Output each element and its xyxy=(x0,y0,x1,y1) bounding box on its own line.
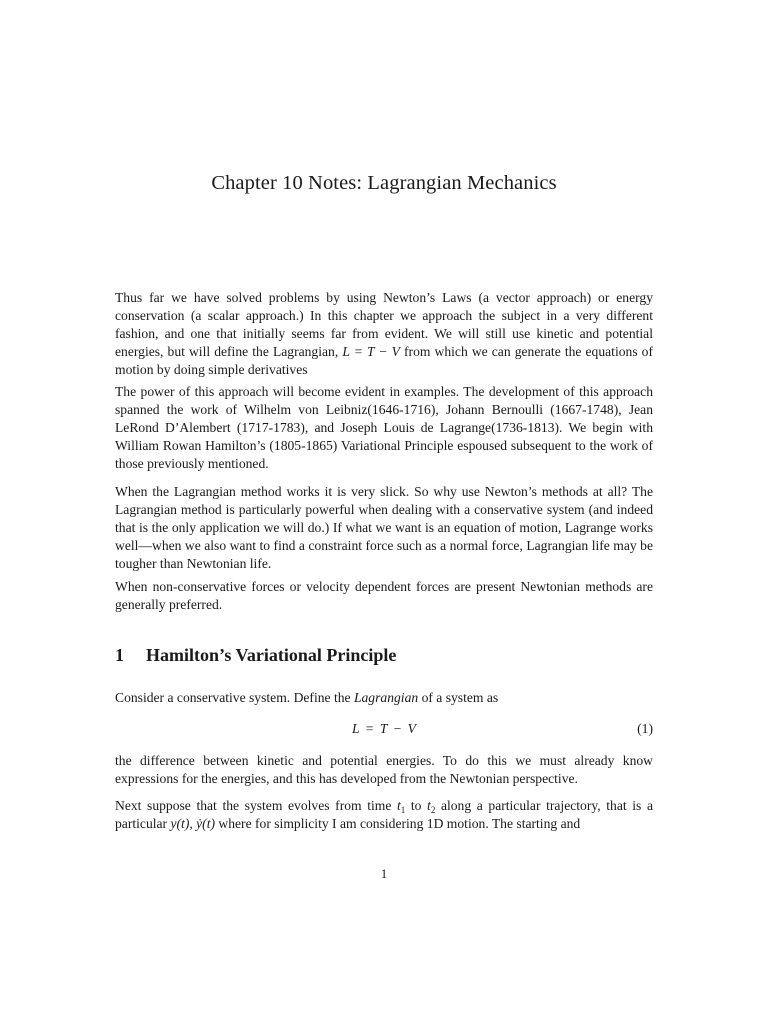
paragraph-text: When non-conservative forces or velocity dependent forces are present Newtonian methods are generally preferred. xyxy=(115,579,653,613)
paragraph-define-lagrangian xyxy=(115,689,653,707)
paragraph-next-suppose xyxy=(115,797,653,833)
paragraph-text: Thus far we have solved problems by using Newton’s Laws (a vector approach) or energy conservation (a scalar approach.) In this chapter we approach the subject in a very different fashion, and one that initially seems far from evident. We will still use kinetic and potential energies, but will define the Lagrangian, xyxy=(115,290,653,360)
inline-math-trajectory: y(t), ẏ(t) xyxy=(170,816,216,832)
paragraph-text: Consider a conservative system. Define the xyxy=(115,690,354,705)
equation-v: V xyxy=(407,721,416,736)
equation-number: (1) xyxy=(637,721,653,736)
inline-math-t: t xyxy=(396,798,401,813)
emphasis-lagrangian: Lagrangian xyxy=(353,690,419,705)
equation-equals: = xyxy=(365,721,374,736)
equation-t: T xyxy=(379,721,388,736)
equation-1 xyxy=(115,721,653,741)
paragraph-difference xyxy=(115,752,653,788)
paragraph-text: where for simplicity I am considering 1D motion. The starting and xyxy=(215,816,581,832)
equation-lhs: L xyxy=(352,721,360,736)
paragraph-text: Next suppose that the system evolves from time xyxy=(115,798,397,813)
section-number: 1 xyxy=(115,645,124,665)
inline-math-lagrangian: L = T − V xyxy=(342,344,400,360)
paragraph-text: from which we can generate the equations of motion by doing simple derivatives xyxy=(115,344,654,378)
paragraph-text: of a system as xyxy=(418,690,499,705)
paragraph-text: along a particular trajectory, that is a particular xyxy=(115,798,653,832)
paragraph-history xyxy=(115,383,653,473)
section-heading xyxy=(115,645,396,666)
subscript: 1 xyxy=(400,805,406,815)
paragraph-intro xyxy=(115,289,653,379)
equation-minus: − xyxy=(393,721,402,736)
subscript: 2 xyxy=(430,805,436,815)
equation-body xyxy=(115,721,653,737)
paragraph-when-works xyxy=(115,483,653,573)
paragraph-text: the difference between kinetic and potential energies. To do this we must already know expressions for the energies, and this has developed from the Newtonian perspective. xyxy=(115,753,653,787)
page-number: 1 xyxy=(380,866,388,881)
paragraph-text: When the Lagrangian method works it is very slick. So why use Newton’s methods at all? The Lagrangian method is particularly powerful when dealing with a conservative system (and indeed that is the only application we will do.) If what we want is an equation of motion, Lagrange works well—when we also want to find a constraint force such as a normal force, Lagrangian life may be tougher than Newtonian life. xyxy=(115,484,653,572)
paragraph-non-conservative xyxy=(115,578,653,614)
inline-math-t: t xyxy=(427,798,431,813)
page-title: Chapter 10 Notes: Lagrangian Mechanics xyxy=(211,172,557,194)
paragraph-text: to xyxy=(405,798,428,813)
section-title: Hamilton’s Variational Principle xyxy=(146,645,397,665)
paragraph-text: The power of this approach will become evident in examples. The development of this approach spanned the work of Wilhelm von Leibniz(1646-1716), Johann Bernoulli (1667-1748), Jean LeRond D’Alembert (1717-1783), and Joseph Louis de Lagrange(1736-1813). We begin with William Rowan Hamilton’s (1805-1865) Variational Principle espoused subsequent to the work of those previously mentioned. xyxy=(115,384,653,472)
